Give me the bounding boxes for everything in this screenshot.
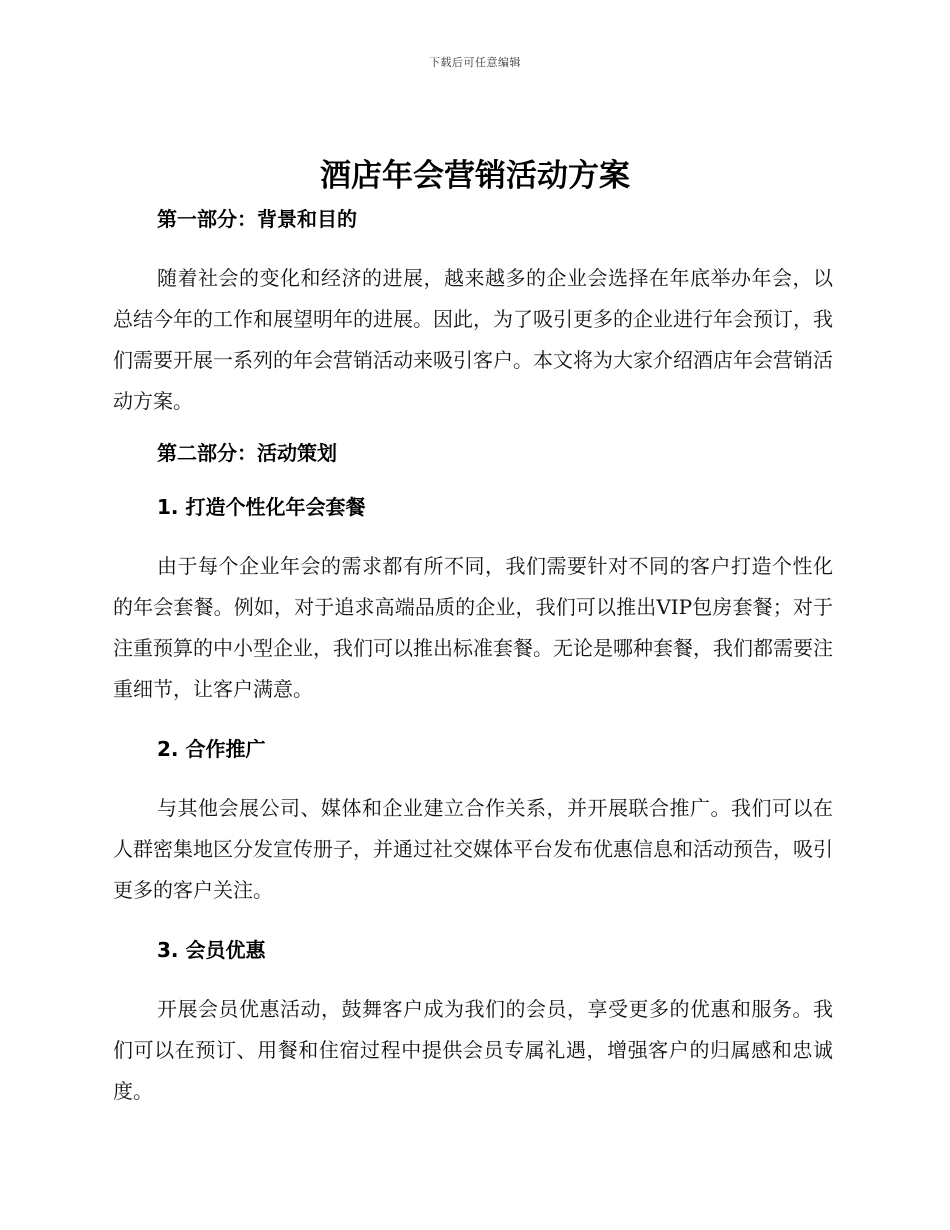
item-heading-member-discount: 3. 会员优惠 [157,938,266,962]
paragraph-custom-package: 由于每个企业年会的需求都有所不同，我们需要针对不同的客户打造个性化的年会套餐。例如，对于追求高端品质的企业，我们可以推出VIP包房套餐；对于注重预算的中小型企业，我们可以推出标准套餐。无论是哪种套餐，我们都需要注重细节，让客户满意。 [113,554,833,701]
document-body [113,200,833,1112]
section-heading-part2: 第二部分：活动策划 [157,441,337,465]
item-heading-custom-package: 1. 打造个性化年会套餐 [157,495,366,519]
page-header-note: 下载后可任意编辑 [429,56,521,69]
paragraph-member-discount: 开展会员优惠活动，鼓舞客户成为我们的会员，享受更多的优惠和服务。我们可以在预订、用餐和住宿过程中提供会员专属礼遇，增强客户的归属感和忠诚度。 [113,997,833,1103]
paragraph-background: 随着社会的变化和经济的进展，越来越多的企业会选择在年底举办年会，以总结今年的工作和展望明年的进展。因此，为了吸引更多的企业进行年会预订，我们需要开展一系列的年会营销活动来吸引客户。本文将为大家介绍酒店年会营销活动方案。 [113,266,833,413]
section-heading-part1: 第一部分：背景和目的 [157,207,357,231]
paragraph-cooperation: 与其他会展公司、媒体和企业建立合作关系，并开展联合推广。我们可以在人群密集地区分发宣传册子，并通过社交媒体平台发布优惠信息和活动预告，吸引更多的客户关注。 [113,796,833,902]
item-heading-cooperation: 2. 合作推广 [157,737,266,761]
document-title: 酒店年会营销活动方案 [320,158,630,194]
